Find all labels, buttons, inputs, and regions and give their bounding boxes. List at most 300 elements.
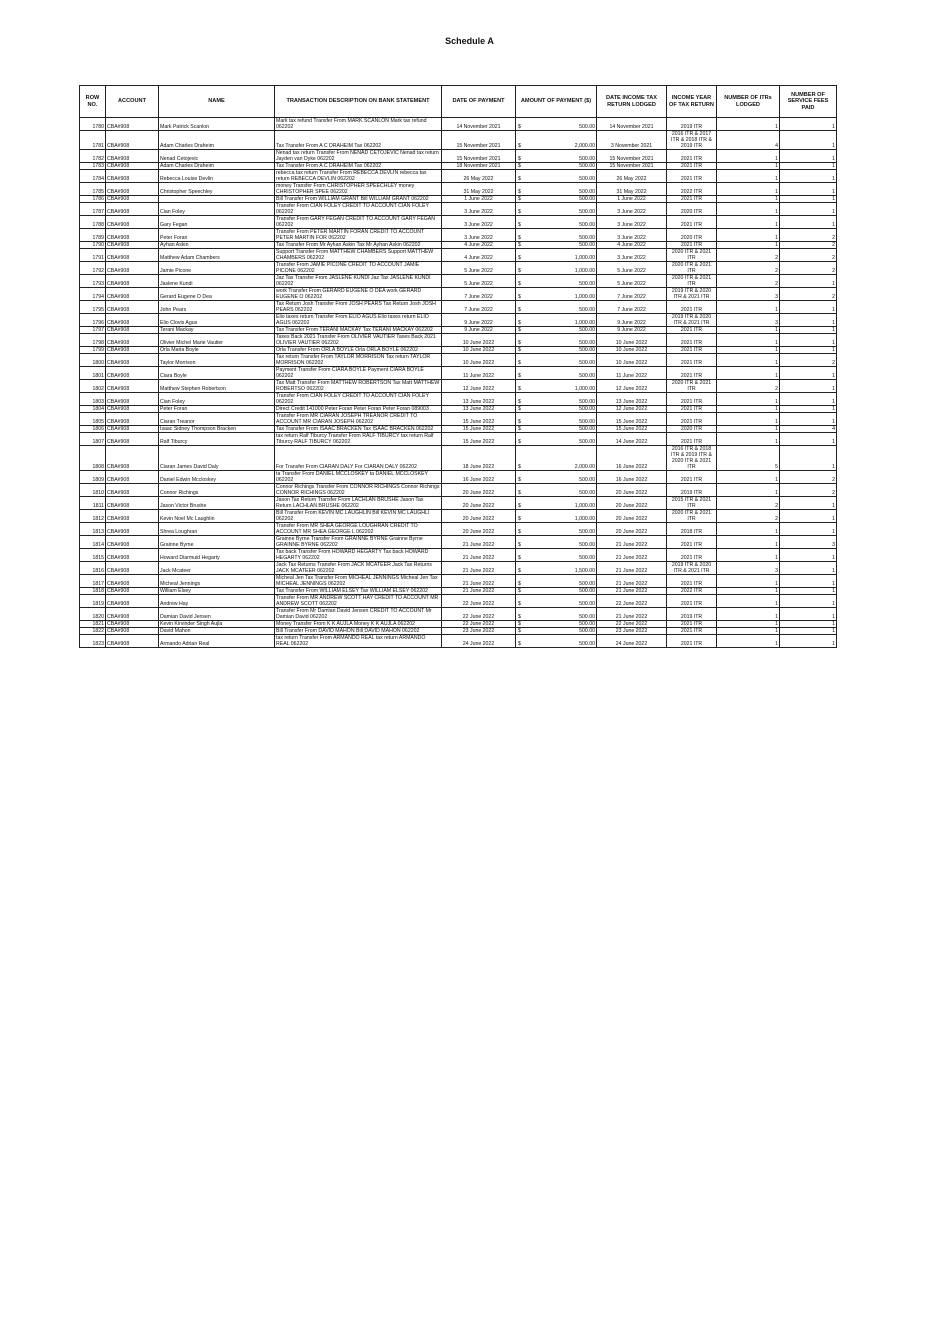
amount-value: 1,000.00: [574, 294, 595, 300]
cell-date-of-payment: 15 June 2022: [442, 413, 516, 426]
cell-row-no: 1785: [80, 183, 106, 196]
cell-date-of-payment: 3 June 2022: [442, 203, 516, 216]
currency-symbol: $: [518, 327, 521, 333]
amount-value: 500.00: [579, 641, 595, 647]
cell-account: CBA#908: [106, 163, 159, 170]
cell-date-of-payment: 24 June 2022: [442, 635, 516, 648]
cell-date-of-payment: 15 June 2022: [442, 426, 516, 433]
cell-income-year: 2020 ITR & 2021 ITR: [667, 510, 717, 523]
cell-account: CBA#908: [106, 229, 159, 242]
cell-name: Taylor Morrison: [159, 354, 275, 367]
cell-amount: [516, 196, 597, 203]
cell-description: Mark tax refund Transfer From MARK SCANLON Mark tax refund 062202: [275, 118, 442, 131]
cell-description: For Transfer From CIARAN DALY For CIARAN DALY 062202: [275, 446, 442, 471]
cell-amount: [516, 170, 597, 183]
cell-itrs-lodged: 1: [717, 118, 780, 131]
cell-amount: [516, 562, 597, 575]
cell-amount: [516, 183, 597, 196]
cell-service-fees: 1: [780, 635, 837, 648]
cell-account: CBA#908: [106, 588, 159, 595]
cell-row-no: 1810: [80, 484, 106, 497]
cell-row-no: 1819: [80, 595, 106, 608]
amount-value: 500.00: [579, 156, 595, 162]
cell-income-year: 2021 ITR: [667, 163, 717, 170]
cell-amount: [516, 163, 597, 170]
cell-date-lodged: 1 June 2022: [597, 196, 667, 203]
cell-income-year: 2021 ITR: [667, 301, 717, 314]
cell-income-year: 2021 ITR: [667, 196, 717, 203]
cell-income-year: 2020 ITR & 2021 ITR: [667, 249, 717, 262]
cell-service-fees: 1: [780, 314, 837, 327]
cell-income-year: 2019 ITR & 2020 ITR & 2021 ITR: [667, 314, 717, 327]
table-row: [80, 484, 837, 497]
cell-name: Cian Foley: [159, 393, 275, 406]
cell-amount: [516, 131, 597, 150]
amount-value: 500.00: [579, 426, 595, 432]
cell-service-fees: 1: [780, 275, 837, 288]
cell-service-fees: 1: [780, 497, 837, 510]
cell-date-lodged: 11 June 2022: [597, 367, 667, 380]
cell-date-of-payment: 20 June 2022: [442, 497, 516, 510]
cell-account: CBA#908: [106, 484, 159, 497]
cell-name: Ciaran James David Daly: [159, 446, 275, 471]
cell-amount: [516, 242, 597, 249]
cell-income-year: 2020 ITR & 2021 ITR: [667, 380, 717, 393]
amount-value: 1,000.00: [574, 268, 595, 274]
cell-amount: [516, 595, 597, 608]
table-row: [80, 183, 837, 196]
cell-description: tax return Transfer From ARMANDO REAL tax return ARMANDO REAL 062202: [275, 635, 442, 648]
cell-row-no: 1815: [80, 549, 106, 562]
amount-value: 500.00: [579, 628, 595, 634]
cell-date-of-payment: 5 June 2022: [442, 275, 516, 288]
currency-symbol: $: [518, 568, 521, 574]
cell-amount: [516, 301, 597, 314]
cell-row-no: 1787: [80, 203, 106, 216]
cell-date-of-payment: 10 June 2022: [442, 334, 516, 347]
cell-row-no: 1790: [80, 242, 106, 249]
cell-description: Nenad tax return Transfer From NENAD CETOJEVIC Nenad tax return Jayden van Dyke 062202: [275, 150, 442, 163]
cell-row-no: 1781: [80, 131, 106, 150]
cell-name: Mark Patrick Scanlon: [159, 118, 275, 131]
currency-symbol: $: [518, 222, 521, 228]
table-row: [80, 588, 837, 595]
amount-value: 500.00: [579, 176, 595, 182]
cell-date-of-payment: 3 June 2022: [442, 229, 516, 242]
cell-date-lodged: 21 June 2022: [597, 562, 667, 575]
cell-itrs-lodged: 1: [717, 621, 780, 628]
cell-itrs-lodged: 2: [717, 275, 780, 288]
col-header-itrs-lodged: NUMBER OF ITRs LODGED: [717, 86, 780, 118]
currency-symbol: $: [518, 189, 521, 195]
cell-service-fees: 2: [780, 288, 837, 301]
currency-symbol: $: [518, 503, 521, 509]
cell-amount: [516, 216, 597, 229]
amount-value: 1,000.00: [574, 503, 595, 509]
cell-date-of-payment: 20 June 2022: [442, 523, 516, 536]
amount-value: 500.00: [579, 281, 595, 287]
page-title: Schedule A: [445, 36, 494, 46]
cell-income-year: 2021 ITR: [667, 150, 717, 163]
currency-symbol: $: [518, 490, 521, 496]
cell-date-lodged: 10 June 2022: [597, 334, 667, 347]
cell-description: Transfer From MR ANDREW SCOTT HAY CREDIT TO ACCOUNT MR ANDREW SCOTT 062202: [275, 595, 442, 608]
table-row: [80, 314, 837, 327]
cell-date-lodged: 21 June 2022: [597, 588, 667, 595]
currency-symbol: $: [518, 242, 521, 248]
cell-name: Gary Fegan: [159, 216, 275, 229]
table-row: [80, 426, 837, 433]
cell-service-fees: 1: [780, 327, 837, 334]
currency-symbol: $: [518, 601, 521, 607]
cell-date-of-payment: 23 June 2022: [442, 628, 516, 635]
cell-itrs-lodged: 2: [717, 510, 780, 523]
cell-name: Terani Mackay: [159, 327, 275, 334]
cell-name: Matthew Stephen Robertson: [159, 380, 275, 393]
cell-name: William Elsey: [159, 588, 275, 595]
cell-amount: [516, 275, 597, 288]
cell-itrs-lodged: 1: [717, 433, 780, 446]
currency-symbol: $: [518, 360, 521, 366]
cell-account: CBA#908: [106, 249, 159, 262]
cell-description: Tax Transfer From WILLIAM ELSEY Tax WILLIAM ELSEY 062202: [275, 588, 442, 595]
cell-itrs-lodged: 2: [717, 262, 780, 275]
cell-date-lodged: 3 June 2022: [597, 216, 667, 229]
cell-description: Money Transfer From K K AUJLA Money K K AUJLA 062202: [275, 621, 442, 628]
cell-amount: [516, 150, 597, 163]
cell-itrs-lodged: 1: [717, 242, 780, 249]
cell-amount: [516, 549, 597, 562]
currency-symbol: $: [518, 235, 521, 241]
cell-date-lodged: 10 June 2022: [597, 347, 667, 354]
cell-date-of-payment: 15 November 2021: [442, 150, 516, 163]
cell-name: Olivier Michel Marie Vautier: [159, 334, 275, 347]
cell-amount: [516, 446, 597, 471]
amount-value: 500.00: [579, 542, 595, 548]
cell-description: Jaz Tax Transfer From JASLENE KUNDI Jaz Tax JASLENE KUNDI 062202: [275, 275, 442, 288]
cell-row-no: 1804: [80, 406, 106, 413]
table-row: [80, 249, 837, 262]
col-header-date-of-payment: DATE OF PAYMENT: [442, 86, 516, 118]
cell-income-year: 2019 ITR & 2020 ITR & 2021 ITR: [667, 288, 717, 301]
cell-service-fees: 1: [780, 446, 837, 471]
table-row: [80, 262, 837, 275]
cell-date-lodged: 16 June 2022: [597, 446, 667, 471]
col-header-row-no: ROW NO.: [80, 86, 106, 118]
table-row: [80, 229, 837, 242]
table-row: [80, 367, 837, 380]
cell-description: Tax Transfer From TERANI MACKAY Tax TERANI MACKAY 062202: [275, 327, 442, 334]
amount-value: 2,000.00: [574, 143, 595, 149]
cell-date-lodged: 26 May 2022: [597, 170, 667, 183]
cell-itrs-lodged: 1: [717, 471, 780, 484]
cell-amount: [516, 575, 597, 588]
cell-date-lodged: 22 June 2022: [597, 621, 667, 628]
cell-date-of-payment: 21 June 2022: [442, 536, 516, 549]
cell-account: CBA#908: [106, 216, 159, 229]
cell-date-lodged: 24 June 2022: [597, 635, 667, 648]
table-row: [80, 301, 837, 314]
cell-amount: [516, 433, 597, 446]
col-header-description: TRANSACTION DESCRIPTION ON BANK STATEMENT: [275, 86, 442, 118]
currency-symbol: $: [518, 156, 521, 162]
currency-symbol: $: [518, 581, 521, 587]
cell-account: CBA#908: [106, 628, 159, 635]
cell-description: Tax Transfer From A C DRAHEIM Tax 062202: [275, 131, 442, 150]
cell-service-fees: 2: [780, 354, 837, 367]
cell-account: CBA#908: [106, 510, 159, 523]
cell-itrs-lodged: 2: [717, 497, 780, 510]
cell-name: Ayhan Askin: [159, 242, 275, 249]
cell-row-no: 1807: [80, 433, 106, 446]
cell-date-of-payment: 21 June 2022: [442, 588, 516, 595]
cell-account: CBA#908: [106, 314, 159, 327]
table-row: [80, 216, 837, 229]
cell-date-of-payment: 10 June 2022: [442, 347, 516, 354]
cell-row-no: 1808: [80, 446, 106, 471]
cell-service-fees: 2: [780, 262, 837, 275]
amount-value: 500.00: [579, 601, 595, 607]
cell-row-no: 1802: [80, 380, 106, 393]
cell-amount: [516, 262, 597, 275]
cell-description: Transfer From MR SHEA GEORGE LOUGHRAN CREDIT TO ACCOUNT MR SHEA GEORGE L 062202: [275, 523, 442, 536]
currency-symbol: $: [518, 464, 521, 470]
amount-value: 500.00: [579, 124, 595, 130]
amount-value: 500.00: [579, 347, 595, 353]
cell-income-year: 2021 ITR: [667, 327, 717, 334]
cell-name: Adam Charles Draheim: [159, 163, 275, 170]
cell-income-year: 2020 ITR: [667, 426, 717, 433]
cell-amount: [516, 413, 597, 426]
col-header-name: NAME: [159, 86, 275, 118]
cell-row-no: 1783: [80, 163, 106, 170]
cell-row-no: 1782: [80, 150, 106, 163]
cell-name: Daniel Edwin Mccloskey: [159, 471, 275, 484]
cell-itrs-lodged: 1: [717, 301, 780, 314]
cell-account: CBA#908: [106, 426, 159, 433]
cell-date-of-payment: 18 November 2021: [442, 163, 516, 170]
cell-service-fees: 1: [780, 301, 837, 314]
currency-symbol: $: [518, 477, 521, 483]
cell-row-no: 1801: [80, 367, 106, 380]
cell-income-year: 2019 ITR: [667, 118, 717, 131]
cell-service-fees: 1: [780, 163, 837, 170]
cell-date-of-payment: 13 June 2022: [442, 393, 516, 406]
cell-itrs-lodged: 5: [717, 446, 780, 471]
table-row: [80, 393, 837, 406]
cell-date-lodged: 12 June 2022: [597, 406, 667, 413]
cell-service-fees: 1: [780, 549, 837, 562]
currency-symbol: $: [518, 614, 521, 620]
cell-date-lodged: 16 June 2022: [597, 471, 667, 484]
cell-itrs-lodged: 2: [717, 380, 780, 393]
cell-row-no: 1789: [80, 229, 106, 242]
cell-row-no: 1788: [80, 216, 106, 229]
cell-date-of-payment: 15 November 2021: [442, 131, 516, 150]
cell-date-of-payment: 9 June 2022: [442, 314, 516, 327]
amount-value: 1,000.00: [574, 516, 595, 522]
currency-symbol: $: [518, 281, 521, 287]
cell-date-of-payment: 21 June 2022: [442, 562, 516, 575]
cell-description: Direct Credit 141000 Peter Foran Peter Foran Peter Foran 089003: [275, 406, 442, 413]
cell-description: Tax Matt Transfer From MATTHEW ROBERTSON Tax Matt MATTHEW ROBERTSO 062202: [275, 380, 442, 393]
cell-income-year: 2020 ITR & 2021 ITR: [667, 275, 717, 288]
cell-service-fees: 2: [780, 229, 837, 242]
cell-row-no: 1784: [80, 170, 106, 183]
amount-value: 1,000.00: [574, 255, 595, 261]
cell-date-lodged: 20 June 2022: [597, 497, 667, 510]
cell-date-of-payment: 1 June 2022: [442, 196, 516, 203]
amount-value: 500.00: [579, 419, 595, 425]
cell-date-of-payment: 3 June 2022: [442, 216, 516, 229]
cell-description: money Transfer From CHRISTOPHER SPEECHLEY money CHRISTOPHER SPEE 062202: [275, 183, 442, 196]
cell-description: Orla Transfer From ORLA BOYLE Orla ORLA BOYLE 062202: [275, 347, 442, 354]
currency-symbol: $: [518, 516, 521, 522]
cell-name: Jamie Picone: [159, 262, 275, 275]
cell-name: Micheal Jennings: [159, 575, 275, 588]
cell-description: Tax Transfer From Mr Ayhan Askin Tax Mr Ayhan Askin 062202: [275, 242, 442, 249]
amount-value: 500.00: [579, 360, 595, 366]
cell-date-of-payment: 7 June 2022: [442, 288, 516, 301]
cell-itrs-lodged: 1: [717, 354, 780, 367]
cell-date-lodged: 15 November 2021: [597, 163, 667, 170]
cell-income-year: 2021 ITR: [667, 621, 717, 628]
cell-date-of-payment: 5 June 2022: [442, 262, 516, 275]
cell-income-year: 2021 ITR: [667, 433, 717, 446]
table-row: [80, 380, 837, 393]
currency-symbol: $: [518, 439, 521, 445]
cell-account: CBA#908: [106, 393, 159, 406]
amount-value: 500.00: [579, 242, 595, 248]
table-row: [80, 471, 837, 484]
amount-value: 500.00: [579, 555, 595, 561]
cell-date-lodged: 9 June 2022: [597, 327, 667, 334]
cell-row-no: 1814: [80, 536, 106, 549]
cell-date-lodged: 4 June 2022: [597, 242, 667, 249]
amount-value: 1,500.00: [574, 568, 595, 574]
cell-income-year: 2018 ITR: [667, 523, 717, 536]
amount-value: 500.00: [579, 189, 595, 195]
cell-date-of-payment: 15 June 2022: [442, 433, 516, 446]
cell-row-no: 1813: [80, 523, 106, 536]
table-row: [80, 510, 837, 523]
amount-value: 500.00: [579, 196, 595, 202]
table-row: [80, 621, 837, 628]
table-row: [80, 608, 837, 621]
cell-account: CBA#908: [106, 575, 159, 588]
cell-description: Taxes Back 2021 Transfer From OLIVIER VAUTIER Taxes Back 2021 OLIVIER VAUTIER 062202: [275, 334, 442, 347]
cell-service-fees: 1: [780, 170, 837, 183]
cell-description: Support Transfer From MATTHEW CHAMBERS Support MATTHEW CHAMBERS 062202: [275, 249, 442, 262]
cell-account: CBA#908: [106, 380, 159, 393]
cell-description: Jason Tax Return Transfer From LACHLAN BRUSHE Jason Tax Return LACHLAN BRUSHE 062202: [275, 497, 442, 510]
cell-account: CBA#908: [106, 367, 159, 380]
cell-itrs-lodged: 1: [717, 484, 780, 497]
currency-symbol: $: [518, 307, 521, 313]
cell-income-year: 2021 ITR: [667, 575, 717, 588]
cell-name: Ciara Boyle: [159, 367, 275, 380]
amount-value: 500.00: [579, 621, 595, 627]
cell-income-year: 2022 ITR: [667, 183, 717, 196]
cell-itrs-lodged: 1: [717, 347, 780, 354]
cell-itrs-lodged: 1: [717, 536, 780, 549]
amount-value: 500.00: [579, 439, 595, 445]
cell-income-year: 2021 ITR: [667, 406, 717, 413]
cell-date-of-payment: 21 June 2022: [442, 549, 516, 562]
cell-account: CBA#908: [106, 549, 159, 562]
schedule-table: [79, 85, 837, 648]
cell-name: Elio Clovis Agus: [159, 314, 275, 327]
cell-amount: [516, 426, 597, 433]
cell-amount: [516, 393, 597, 406]
cell-account: CBA#908: [106, 354, 159, 367]
cell-name: Peter Foran: [159, 229, 275, 242]
amount-value: 500.00: [579, 490, 595, 496]
cell-income-year: 2019 ITR: [667, 608, 717, 621]
cell-income-year: 2016 ITR & 2017 ITR & 2018 ITR & 2019 ITR: [667, 131, 717, 150]
cell-description: Tax return Transfer From TAYLOR MORRISON Tax return TAYLOR MORRISON 062202: [275, 354, 442, 367]
cell-row-no: 1821: [80, 621, 106, 628]
cell-row-no: 1809: [80, 471, 106, 484]
cell-service-fees: 1: [780, 433, 837, 446]
cell-income-year: 2021 ITR: [667, 354, 717, 367]
cell-row-no: 1818: [80, 588, 106, 595]
cell-income-year: 2020 ITR: [667, 229, 717, 242]
cell-name: Adam Charles Draheim: [159, 131, 275, 150]
cell-service-fees: 1: [780, 562, 837, 575]
cell-income-year: 2020 ITR & 2021 ITR: [667, 262, 717, 275]
amount-value: 2,000.00: [574, 464, 595, 470]
cell-amount: [516, 621, 597, 628]
cell-name: Nenad Cetojevic: [159, 150, 275, 163]
amount-value: 500.00: [579, 327, 595, 333]
cell-service-fees: 1: [780, 393, 837, 406]
cell-account: CBA#908: [106, 327, 159, 334]
cell-row-no: 1812: [80, 510, 106, 523]
cell-row-no: 1791: [80, 249, 106, 262]
cell-itrs-lodged: 1: [717, 229, 780, 242]
cell-account: CBA#908: [106, 536, 159, 549]
cell-description: Payment Transfer From CIARA BOYLE Payment CIARA BOYLE 062202: [275, 367, 442, 380]
cell-account: CBA#908: [106, 288, 159, 301]
cell-date-of-payment: 10 June 2022: [442, 354, 516, 367]
cell-date-of-payment: 31 May 2022: [442, 183, 516, 196]
cell-date-lodged: 3 November 2021: [597, 131, 667, 150]
col-header-date-lodged: DATE INCOME TAX RETURN LODGED: [597, 86, 667, 118]
cell-date-lodged: 7 June 2022: [597, 301, 667, 314]
cell-amount: [516, 536, 597, 549]
cell-account: CBA#908: [106, 433, 159, 446]
cell-date-lodged: 3 June 2022: [597, 203, 667, 216]
table-row: [80, 536, 837, 549]
cell-description: Transfer From PETER MARTIN FORAN CREDIT TO ACCOUNT PETER MARTIN FOR 062202: [275, 229, 442, 242]
cell-account: CBA#908: [106, 196, 159, 203]
cell-date-lodged: 5 June 2022: [597, 275, 667, 288]
cell-income-year: 2019 ITR & 2020 ITR & 2021 ITR: [667, 562, 717, 575]
cell-description: Transfer From JAMIE PICONE CREDIT TO ACCOUNT JAMIE PICONE 062202: [275, 262, 442, 275]
cell-amount: [516, 484, 597, 497]
table-row: [80, 118, 837, 131]
cell-account: CBA#908: [106, 334, 159, 347]
cell-date-of-payment: 12 June 2022: [442, 380, 516, 393]
cell-amount: [516, 327, 597, 334]
cell-itrs-lodged: 1: [717, 426, 780, 433]
cell-service-fees: 1: [780, 608, 837, 621]
cell-account: CBA#908: [106, 523, 159, 536]
cell-amount: [516, 608, 597, 621]
cell-amount: [516, 635, 597, 648]
cell-account: CBA#908: [106, 242, 159, 249]
